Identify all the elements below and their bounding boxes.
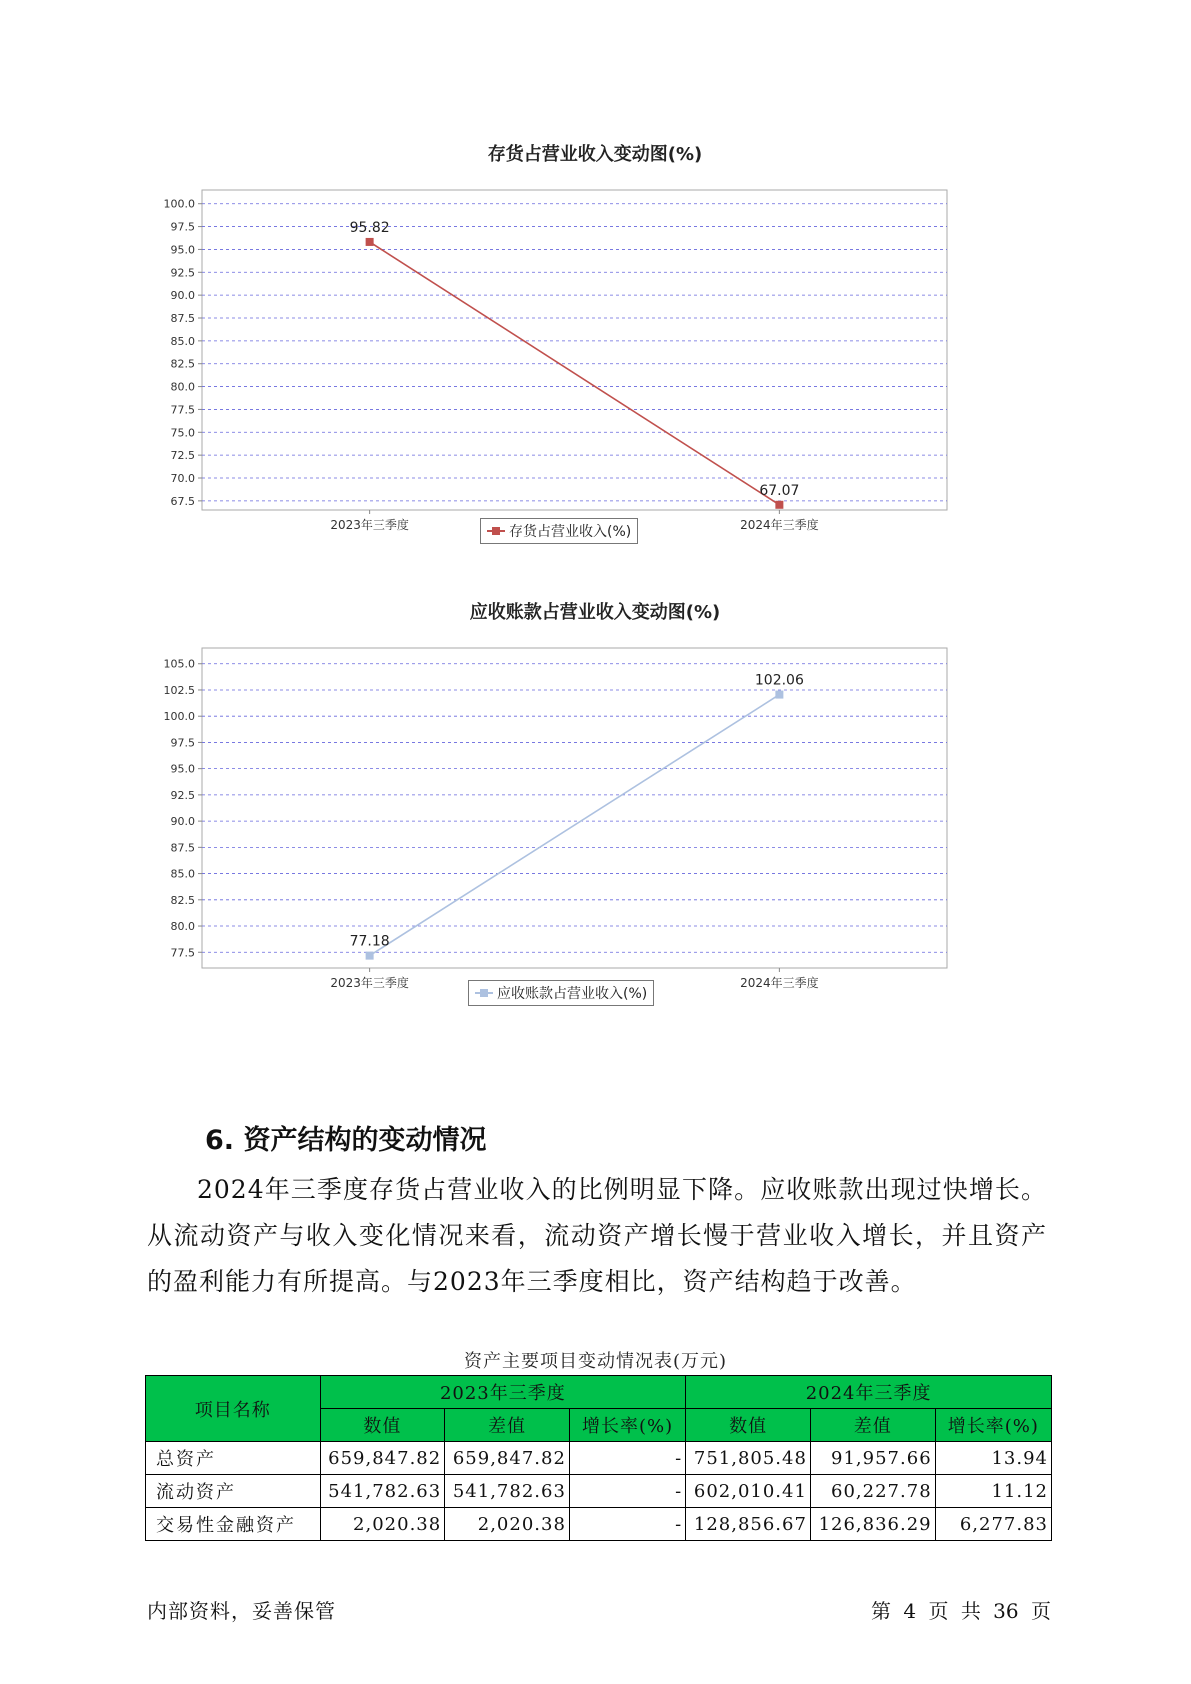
cell-value-2024: 602,010.41 [686,1475,811,1508]
y-tick-label: 102.5 [163,683,195,697]
y-tick-label: 80.0 [170,380,195,394]
cell-rate-2024: 6,277.83 [935,1508,1051,1541]
section-heading: 6. 资产结构的变动情况 [205,1125,487,1156]
receivables-ratio-plot [150,622,1040,990]
data-label: 102.06 [754,672,804,689]
cell-rate-2024: 11.12 [935,1475,1051,1508]
y-tick-label: 72.5 [170,449,195,463]
plot-area [202,190,947,510]
row-name: 总资产 [146,1442,321,1475]
y-tick-label: 97.5 [170,220,195,234]
y-tick-label: 87.5 [170,312,195,325]
y-tick-label: 90.0 [170,289,195,303]
y-tick-label: 77.5 [170,403,195,417]
y-tick-label: 87.5 [170,841,195,855]
data-point [775,691,783,699]
x-tick-label: 2024年三季度 [740,976,819,990]
y-tick-label: 105.0 [163,657,195,671]
header-rate: 增长率(%) [935,1409,1051,1442]
cell-value-2023: 659,847.82 [320,1442,445,1475]
legend-label: 存货占营业收入(%) [509,524,632,540]
cell-value-2024: 128,856.67 [686,1508,811,1541]
cell-diff-2024: 91,957.66 [810,1442,935,1475]
y-tick-label: 100.0 [163,197,195,211]
header-period-2023: 2023年三季度 [320,1376,686,1409]
y-tick-label: 95.0 [170,762,195,776]
x-tick-label: 2023年三季度 [330,518,409,532]
cell-rate-2024: 13.94 [935,1442,1051,1475]
row-name: 流动资产 [146,1475,321,1508]
y-tick-label: 77.5 [170,946,195,960]
header-value: 数值 [320,1409,445,1442]
cell-diff-2023: 541,782.63 [445,1475,570,1508]
inventory-ratio-chart [150,140,1040,595]
cell-value-2023: 541,782.63 [320,1475,445,1508]
cell-rate-2023: - [569,1475,685,1508]
cell-diff-2023: 2,020.38 [445,1508,570,1541]
row-name: 交易性金融资产 [146,1508,321,1541]
y-tick-label: 75.0 [170,426,195,440]
header-rate: 增长率(%) [569,1409,685,1442]
data-label: 67.07 [759,482,800,499]
legend-line-icon [487,530,505,532]
footer-page-number: 第 4 页 共 36 页 [871,1599,1051,1623]
y-tick-label: 92.5 [170,788,195,802]
chart-legend [480,518,638,544]
y-tick-label: 85.0 [170,867,195,881]
table-row [146,1508,1052,1541]
footer-confidential: 内部资料，妥善保管 [147,1599,336,1623]
table-row [146,1442,1052,1475]
chart-title: 应收账款占营业收入变动图(%) [469,602,721,623]
asset-change-table [145,1375,1052,1541]
y-tick-label: 97.5 [170,736,195,750]
header-period-2024: 2024年三季度 [686,1376,1052,1409]
y-tick-label: 80.0 [170,920,195,934]
legend-line-icon [475,992,493,994]
data-point [366,238,374,246]
table-caption: 资产主要项目变动情况表(万元) [463,1351,728,1372]
table-row [146,1475,1052,1508]
cell-rate-2023: - [569,1508,685,1541]
cell-value-2023: 2,020.38 [320,1508,445,1541]
y-tick-label: 95.0 [170,243,195,257]
y-tick-label: 85.0 [170,334,195,348]
receivables-ratio-chart [150,602,1040,1093]
y-tick-label: 90.0 [170,815,195,829]
legend-label: 应收账款占营业收入(%) [497,986,648,1002]
y-tick-label: 82.5 [170,893,195,907]
header-diff: 差值 [445,1409,570,1442]
y-tick-label: 92.5 [170,266,195,280]
data-point [366,952,374,960]
x-tick-label: 2024年三季度 [740,518,819,532]
header-diff: 差值 [810,1409,935,1442]
data-label: 77.18 [349,933,390,950]
x-tick-label: 2023年三季度 [330,976,409,990]
y-tick-label: 82.5 [170,357,195,371]
y-tick-label: 67.5 [170,494,195,508]
y-tick-label: 70.0 [170,472,195,485]
cell-diff-2024: 126,836.29 [810,1508,935,1541]
header-value: 数值 [686,1409,811,1442]
plot-area [202,648,947,968]
chart-title: 存货占营业收入变动图(%) [487,144,703,165]
y-tick-label: 100.0 [163,710,195,724]
chart-legend [468,980,654,1006]
cell-diff-2023: 659,847.82 [445,1442,570,1475]
cell-diff-2024: 60,227.78 [810,1475,935,1508]
header-item-name: 项目名称 [146,1376,321,1442]
data-label: 95.82 [349,219,390,236]
data-point [775,501,783,509]
cell-value-2024: 751,805.48 [686,1442,811,1475]
cell-rate-2023: - [569,1442,685,1475]
section-paragraph: 2024年三季度存货占营业收入的比例明显下降。应收账款出现过快增长。从流动资产与收入变化情况来看，流动资产增长慢于营业收入增长，并且资产的盈利能力有所提高。与2023年三季度相比，资产结构趋于改善。 [147,1175,1047,1296]
